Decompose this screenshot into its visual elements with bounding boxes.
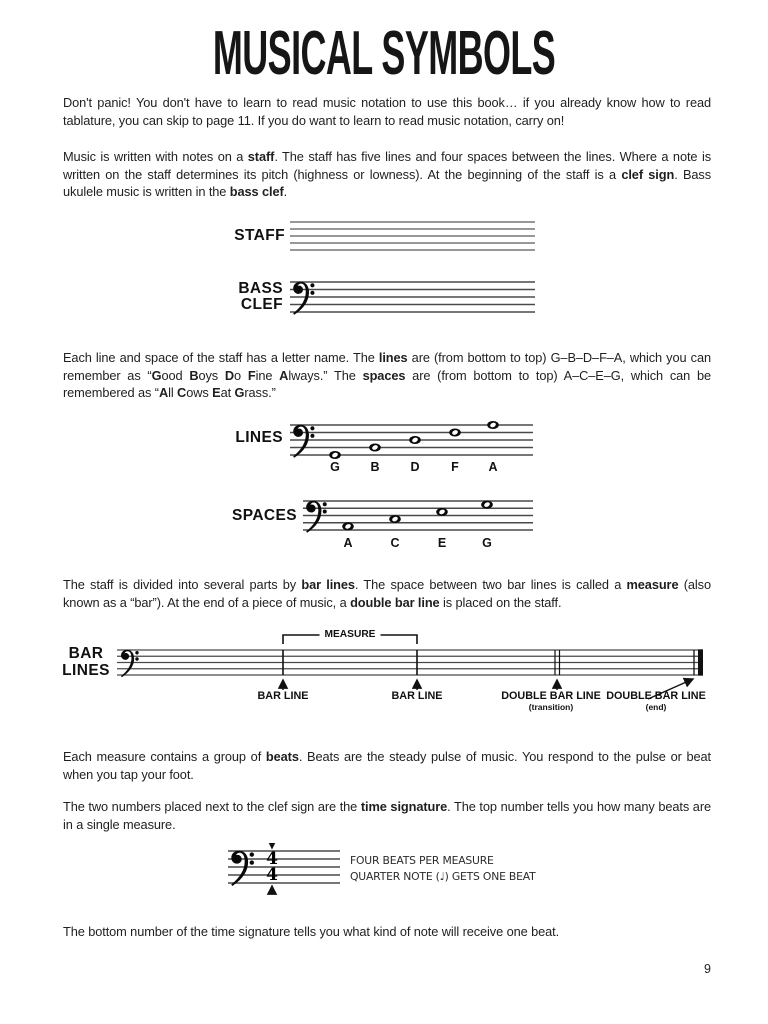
text-segment: G: [234, 385, 245, 400]
double-bar-line-label: DOUBLE BAR LINE: [501, 690, 601, 702]
bar-line-label: BAR LINE: [391, 690, 443, 702]
text-segment: . The space between two bar lines is called a: [354, 577, 627, 592]
text-segment: B: [189, 367, 199, 383]
text-segment: . Bass ukulele music is written in the: [63, 166, 711, 199]
bass-clef-icon: [232, 851, 254, 886]
whole-note-icon: [409, 436, 421, 444]
staff-lines: [290, 222, 535, 250]
bass-clef-diagram: [63, 276, 710, 324]
paragraph-beats: [63, 748, 711, 783]
measure-label: MEASURE: [320, 629, 381, 640]
text-segment: ood: [161, 367, 190, 383]
whole-note-icon: [481, 501, 493, 509]
bar-line-label: BAR LINE: [257, 690, 309, 702]
text-segment: measure: [626, 577, 679, 592]
text-segment: C: [177, 385, 187, 400]
whole-note-icon: [342, 522, 354, 530]
text-segment: Each measure contains a group of: [63, 749, 266, 764]
note-letter: A: [488, 460, 498, 474]
note-letter: C: [390, 536, 400, 550]
text-segment: beats: [265, 749, 299, 764]
paragraph-bar-lines: [63, 576, 711, 611]
text-segment: lways.” The: [288, 367, 363, 383]
text-segment: lines: [378, 350, 408, 365]
text-segment: staff: [247, 149, 275, 164]
whole-note-icon: [369, 444, 381, 452]
text-segment: rass.”: [244, 385, 276, 400]
whole-note-icon: [487, 421, 499, 429]
note-letter: E: [437, 536, 447, 550]
double-bar-line-label: DOUBLE BAR LINE: [606, 690, 706, 702]
staff-lines: [290, 282, 535, 312]
text-segment: . The staff has five lines and four spaces between the lines. Where a note is written on the staff determines its pitch (highness or lowness). At the beginning of the staff is a: [63, 149, 711, 182]
whole-note-icon: [449, 429, 461, 437]
note-letter: G: [482, 536, 492, 550]
text-segment: clef sign: [621, 166, 675, 182]
text-segment: ine: [255, 367, 280, 383]
bass-clef-label-line1: BASS: [238, 280, 283, 297]
text-segment: spaces: [362, 367, 406, 383]
text-segment: Music is written with notes on a: [63, 149, 248, 164]
whole-note-icon: [329, 451, 341, 459]
text-segment: Don't panic! You don't have to learn to read music notation to use this book… if you already know how to read tablature, you can skip to page 11. If you do want to learn to read music notation, carry on!: [63, 95, 711, 128]
page-title: MUSICAL SYMBOLS: [212, 19, 556, 88]
double-bar-line-sublabel: (transition): [528, 702, 574, 712]
text-segment: The staff is divided into several parts by: [63, 577, 302, 592]
text-segment: ows: [186, 385, 213, 400]
text-segment: time signature: [360, 799, 448, 814]
double-bar-line-sublabel: (end): [645, 702, 667, 712]
text-segment: oys: [198, 367, 225, 383]
paragraph-time-signature: [63, 798, 711, 833]
paragraph-intro: [63, 94, 711, 129]
text-segment: o: [234, 367, 248, 383]
bass-clef-label-line2: CLEF: [240, 296, 283, 313]
text-segment: is placed on the staff.: [439, 594, 562, 610]
text-segment: G: [151, 367, 162, 383]
bass-clef-icon: [294, 282, 315, 314]
paragraph-bottom-number: [63, 923, 711, 941]
text-segment: A: [279, 367, 289, 383]
text-segment: are (from bottom to top) G–B–D–F–A, which you can remember as “: [63, 350, 711, 383]
staff-label: STAFF: [234, 227, 285, 244]
page-number: 9: [704, 962, 711, 976]
time-sig-caption-2: QUARTER NOTE (♩) GETS ONE BEAT: [350, 870, 536, 883]
staff-lines: [117, 650, 703, 675]
bass-clef-icon: [294, 425, 315, 457]
whole-note-icon: [436, 508, 448, 516]
text-segment: bar lines: [301, 577, 355, 592]
text-segment: . Beats are the steady pulse of music. You respond to the pulse or beat when you tap your foot.: [63, 749, 711, 782]
staff-lines: [303, 501, 533, 530]
text-segment: The bottom number of the time signature tells you what kind of note will receive one beat.: [63, 924, 560, 939]
spaces-diagram: [63, 495, 710, 543]
bar-lines-label-line1: BAR: [68, 645, 104, 662]
time-signature-bottom: 4: [266, 865, 278, 885]
text-segment: A: [158, 385, 169, 400]
bass-clef-icon: [121, 650, 138, 677]
staff-diagram: [63, 216, 710, 260]
text-segment: bass clef: [229, 184, 284, 199]
text-segment: double bar line: [350, 594, 440, 610]
text-segment: .: [283, 184, 288, 199]
paragraph-staff: [63, 148, 711, 201]
lines-diagram: [63, 419, 710, 467]
lines-label: LINES: [235, 429, 283, 446]
note-letter: D: [410, 460, 420, 474]
text-segment: Each line and space of the staff has a letter name. The: [63, 350, 379, 365]
note-letter: F: [451, 460, 459, 474]
text-segment: D: [224, 367, 235, 383]
note-letter: B: [370, 460, 380, 474]
time-sig-caption-1: FOUR BEATS PER MEASURE: [350, 854, 494, 867]
bass-clef-icon: [306, 501, 326, 532]
text-segment: at: [220, 385, 235, 400]
text-segment: The two numbers placed next to the clef sign are the: [63, 799, 361, 814]
text-segment: F: [247, 367, 256, 383]
paragraph-letter-names: [63, 349, 711, 402]
note-letter: A: [343, 536, 353, 550]
bar-lines-label-line2: LINES: [62, 661, 110, 679]
text-segment: are (from bottom to top) A–C–E–G, which can be remembered as “: [63, 367, 712, 400]
text-segment: (also known as a “bar”). At the end of a piece of music, a: [63, 577, 711, 610]
time-signature-top: 4: [266, 849, 278, 869]
text-segment: E: [212, 385, 221, 400]
whole-note-icon: [389, 515, 401, 523]
text-segment: ll: [168, 385, 178, 400]
spaces-label: SPACES: [232, 507, 297, 524]
note-letter: G: [330, 460, 340, 474]
text-segment: . The top number tells you how many beats are in a single measure.: [63, 799, 711, 832]
